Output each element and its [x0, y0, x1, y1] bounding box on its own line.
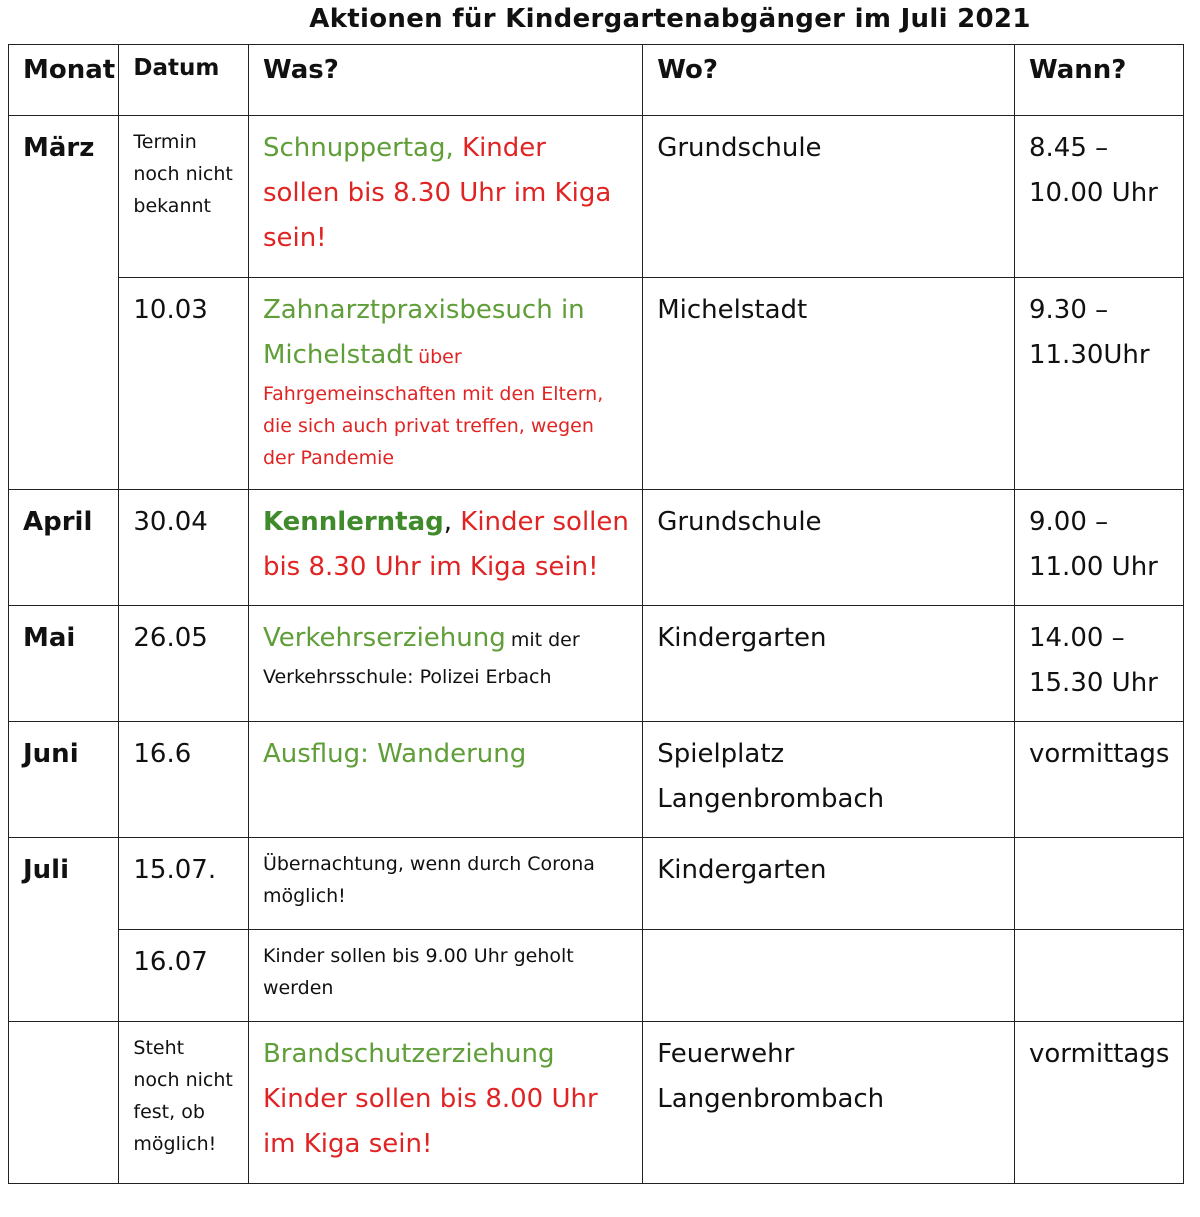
where-cell: Spielplatz Langenbrombach: [643, 722, 1015, 838]
where-cell: Grundschule: [643, 116, 1015, 278]
header-where: Wo?: [643, 45, 1015, 116]
when-cell: 14.00 – 15.30 Uhr: [1014, 606, 1183, 722]
month-cell: April: [9, 490, 119, 606]
month-cell: [9, 1022, 119, 1184]
table-row: [9, 838, 1184, 930]
table-row: [9, 606, 1184, 722]
where-cell: Grundschule: [643, 490, 1015, 606]
header-row: [9, 45, 1184, 116]
event-note: mit der Verkehrsschule: Polizei Erbach: [262, 629, 580, 688]
date-cell: 16.07: [119, 930, 249, 1022]
table-row: [9, 278, 1184, 490]
month-cell: Juli: [9, 838, 119, 930]
event-name: Verkehrserziehung: [262, 623, 506, 653]
document-title: Aktionen für Kindergartenabgänger im Juli 2021: [309, 4, 1031, 34]
header-what: Was?: [248, 45, 642, 116]
what-cell: [248, 606, 642, 722]
when-cell: [1014, 930, 1183, 1022]
event-name: Schnuppertag,: [262, 133, 454, 163]
month-cell: Juni: [9, 722, 119, 838]
event-note: Kinder sollen bis 8.30 Uhr im Kiga sein!: [262, 507, 629, 582]
month-cell: März: [9, 116, 119, 278]
when-cell: vormittags: [1014, 1022, 1183, 1184]
event-note-detail: Fahrgemeinschaften mit den Eltern, die sich auch privat treffen, wegen der Pandemie: [262, 383, 604, 469]
table-row: [9, 1022, 1184, 1184]
schedule-table: [8, 44, 1184, 1184]
when-cell: 8.45 – 10.00 Uhr: [1014, 116, 1183, 278]
what-cell: [248, 722, 642, 838]
event-note: über: [418, 346, 462, 368]
what-cell: [248, 278, 642, 490]
month-cell: Mai: [9, 606, 119, 722]
when-cell: [1014, 838, 1183, 930]
month-cell: [9, 930, 119, 1022]
event-name: Kennlerntag: [262, 507, 444, 537]
what-cell: [248, 1022, 642, 1184]
where-cell: [643, 930, 1015, 1022]
comma: ,: [443, 507, 453, 537]
date-cell: 16.6: [119, 722, 249, 838]
where-cell: Kindergarten: [643, 606, 1015, 722]
what-cell: Übernachtung, wenn durch Corona möglich!: [248, 838, 642, 930]
date-cell: 30.04: [119, 490, 249, 606]
where-cell: Michelstadt: [643, 278, 1015, 490]
event-name: Zahnarztpraxisbesuch in Michelstadt: [262, 295, 585, 370]
date-cell: Steht noch nicht fest, ob möglich!: [119, 1022, 249, 1184]
event-name: Ausflug: Wanderung: [262, 739, 527, 769]
table-row: [9, 722, 1184, 838]
when-cell: vormittags: [1014, 722, 1183, 838]
when-cell: 9.30 – 11.30Uhr: [1014, 278, 1183, 490]
what-cell: [248, 490, 642, 606]
where-cell: Feuerwehr Langenbrombach: [643, 1022, 1015, 1184]
date-cell: Termin noch nicht bekannt: [119, 116, 249, 278]
date-cell: 26.05: [119, 606, 249, 722]
event-name: Brandschutzerziehung: [262, 1039, 555, 1069]
what-cell: Kinder sollen bis 9.00 Uhr geholt werden: [248, 930, 642, 1022]
header-date: Datum: [119, 45, 249, 116]
table-row: [9, 490, 1184, 606]
header-when: Wann?: [1014, 45, 1183, 116]
table-row: [9, 116, 1184, 278]
header-month: Monat: [9, 45, 119, 116]
event-note: Kinder sollen bis 8.00 Uhr im Kiga sein!: [262, 1084, 598, 1159]
date-cell: 10.03: [119, 278, 249, 490]
where-cell: Kindergarten: [643, 838, 1015, 930]
when-cell: 9.00 – 11.00 Uhr: [1014, 490, 1183, 606]
date-cell: 15.07.: [119, 838, 249, 930]
what-cell: [248, 116, 642, 278]
table-row: [9, 930, 1184, 1022]
event-note: Kinder sollen bis 8.30 Uhr im Kiga sein!: [262, 133, 612, 253]
month-cell: [9, 278, 119, 490]
